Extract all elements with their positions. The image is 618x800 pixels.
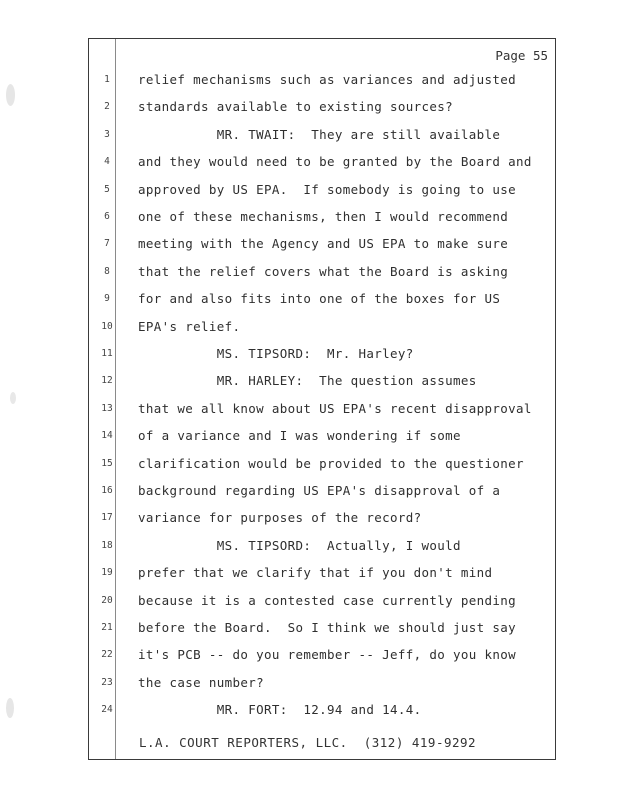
transcript-line — [92, 702, 560, 730]
line-text: variance for purposes of the record? — [138, 510, 422, 526]
line-number: 3 — [104, 128, 110, 140]
transcript-line — [92, 291, 560, 319]
line-text: that the relief covers what the Board is asking — [138, 263, 509, 279]
line-number: 23 — [101, 676, 113, 688]
line-number: 17 — [101, 512, 113, 524]
line-text: relief mechanisms such as variances and adjusted — [138, 72, 517, 87]
line-number: 8 — [104, 265, 110, 277]
transcript-line — [92, 209, 560, 237]
transcript-line — [92, 182, 560, 210]
line-text: that we all know about US EPA's recent disapproval — [138, 400, 532, 416]
line-text: approved by US EPA. If somebody is going to use — [138, 181, 517, 197]
transcript-line — [92, 538, 560, 566]
line-number: 19 — [101, 567, 113, 579]
transcript-line — [92, 346, 560, 374]
transcript-line — [92, 593, 560, 621]
line-text: MS. TIPSORD: Mr. Harley? — [138, 346, 414, 361]
line-number: 6 — [104, 211, 110, 222]
line-text: background regarding US EPA's disapproval of a — [138, 483, 501, 498]
transcript-line — [92, 236, 560, 264]
transcript-line — [92, 456, 560, 484]
line-number: 11 — [101, 348, 113, 359]
scan-artifact — [10, 392, 16, 404]
line-text: MS. TIPSORD: Actually, I would — [138, 537, 461, 553]
scan-artifact — [6, 698, 14, 718]
line-text: for and also fits into one of the boxes for US — [138, 291, 501, 307]
transcript-line — [92, 401, 560, 429]
line-number: 1 — [104, 74, 110, 85]
transcript-line — [92, 510, 560, 538]
line-text: EPA's relief. — [138, 318, 241, 334]
line-number: 22 — [101, 649, 113, 661]
transcript-line — [92, 428, 560, 456]
line-text: standards available to existing sources? — [138, 99, 454, 115]
line-number: 14 — [101, 430, 113, 442]
line-number: 20 — [101, 594, 113, 606]
line-number: 12 — [101, 375, 113, 387]
transcript-line — [92, 127, 560, 155]
line-text: it's PCB -- do you remember -- Jeff, do you know — [138, 647, 517, 663]
line-text: of a variance and I was wondering if some — [138, 428, 461, 444]
transcript-line — [92, 565, 560, 593]
transcript-line — [92, 620, 560, 648]
line-number: 24 — [101, 704, 113, 716]
line-text: one of these mechanisms, then I would recommend — [138, 209, 509, 224]
line-number: 16 — [101, 485, 113, 496]
transcript-line — [92, 99, 560, 127]
line-number: 21 — [101, 622, 113, 633]
scan-artifact — [6, 84, 15, 106]
transcript-line — [92, 647, 560, 675]
transcript-line — [92, 154, 560, 182]
line-text: and they would need to be granted by the Board and — [138, 154, 532, 170]
line-text: MR. HARLEY: The question assumes — [138, 373, 477, 389]
transcript-line — [92, 319, 560, 347]
line-number: 10 — [101, 320, 113, 332]
page-number: Page 55 — [495, 48, 548, 63]
transcript-line — [92, 483, 560, 511]
line-text: MR. TWAIT: They are still available — [138, 126, 501, 142]
line-text: the case number? — [138, 674, 265, 690]
line-text: because it is a contested case currently pending — [138, 592, 517, 608]
line-number: 18 — [101, 539, 113, 551]
line-text: clarification would be provided to the questioner — [138, 455, 524, 471]
transcript-line — [92, 264, 560, 292]
court-reporter-footer: L.A. COURT REPORTERS, LLC. (312) 419-9292 — [139, 735, 477, 750]
line-number: 13 — [101, 402, 113, 414]
line-text: prefer that we clarify that if you don't mind — [138, 565, 493, 581]
transcript-line — [92, 72, 560, 100]
line-text: before the Board. So I think we should just say — [138, 620, 517, 635]
line-number: 2 — [104, 101, 110, 113]
line-number: 4 — [104, 156, 110, 168]
line-number: 15 — [101, 457, 113, 469]
line-number: 7 — [104, 238, 110, 250]
transcript-line — [92, 675, 560, 703]
line-number: 5 — [104, 183, 110, 195]
transcript-line — [92, 373, 560, 401]
line-text: meeting with the Agency and US EPA to make sure — [138, 236, 509, 252]
line-number: 9 — [104, 293, 110, 305]
line-text: MR. FORT: 12.94 and 14.4. — [138, 702, 422, 718]
